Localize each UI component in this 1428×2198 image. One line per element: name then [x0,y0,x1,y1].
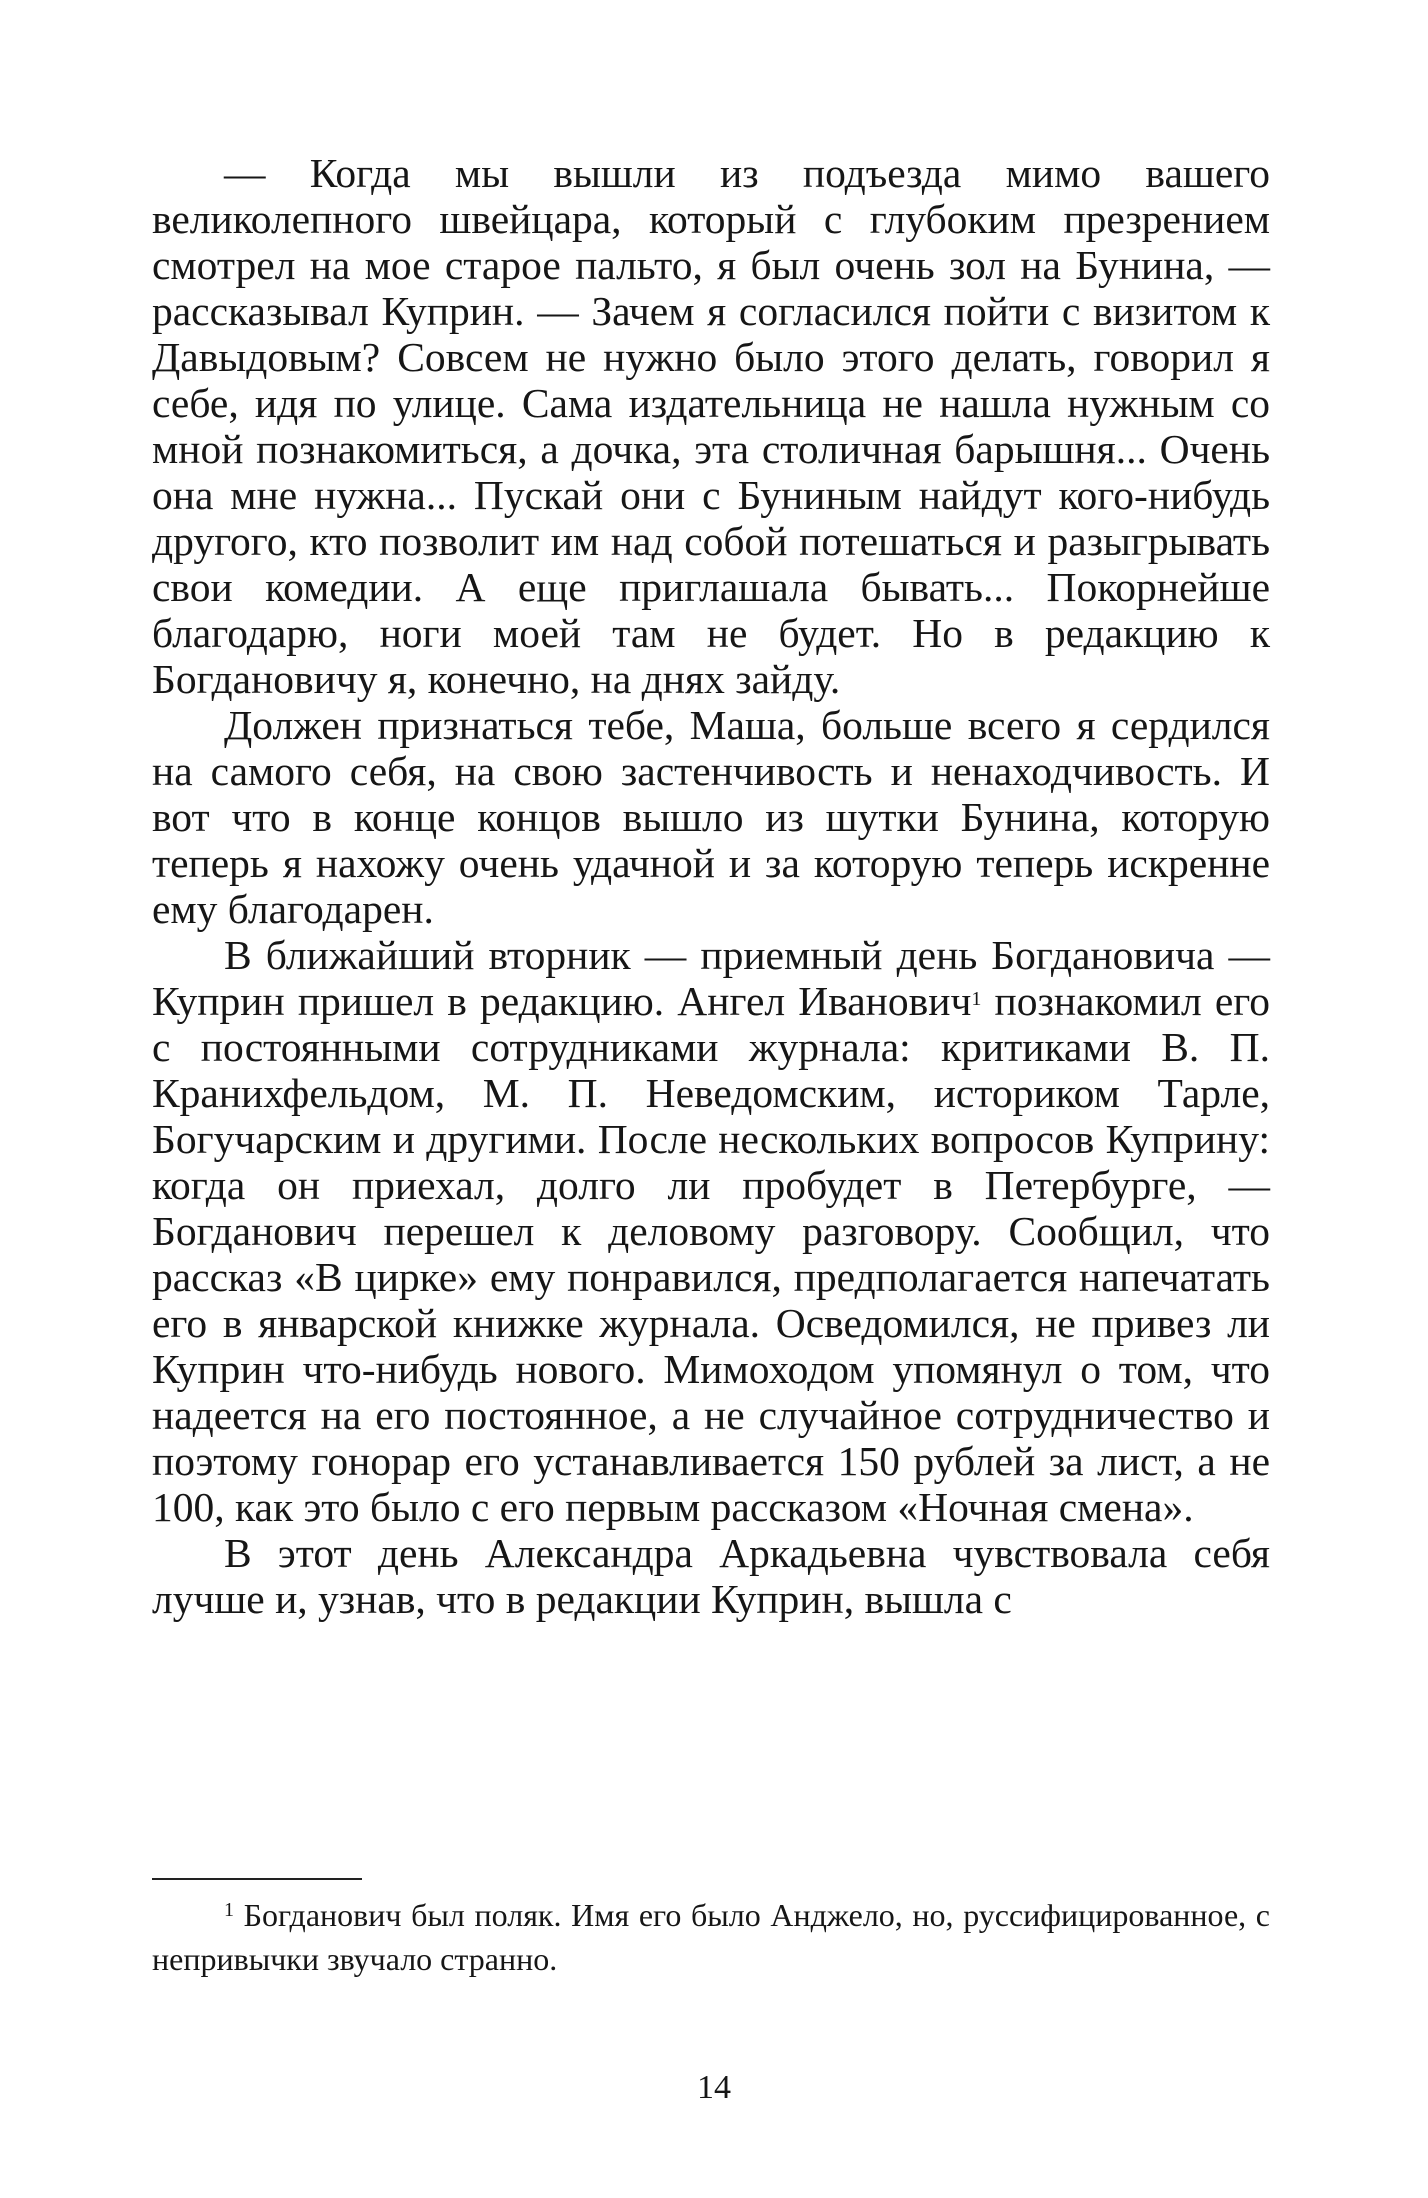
footnote-number: 1 [224,1899,234,1921]
footnote-text: Богданович был поляк. Имя его было Анджело, но, руссифицированное, с непривычки звучало странно. [152,1897,1270,1977]
paragraph-confession: Должен признаться тебе, Маша, больше всего я сердился на самого себя, на свою застенчивость и ненаходчивость. И вот что в конце концов вышло из шутки Бунина, которую теперь я нахожу очень удачной и за которую теперь искренне ему благодарен. [152,702,1270,932]
page-body [152,150,1270,1622]
paragraph-kuprin-monologue: — Когда мы вышли из подъезда мимо вашего великолепного швейцара, который с глубоким презрением смотрел на мое старое пальто, я был очень зол на Бунина, — рассказывал Куприн. — Зачем я согласился пойти с визитом к Давыдовым? Совсем не нужно было этого делать, говорил я себе, идя по улице. Сама издательница не нашла нужным со мной познакомиться, а дочка, эта столичная барышня... Очень она мне нужна... Пускай они с Буниным найдут кого-нибудь другого, кто позволит им над собой потешаться и разыгрывать свои комедии. А еще приглашала бывать... Покорнейше благодарю, ноги моей там не будет. Но в редакцию к Богдановичу я, конечно, на днях зайду. [152,150,1270,702]
paragraph-editorial-visit-rest: познакомил его с постоянными сотрудниками журнала: критиками В. П. Кранихфельдом, М. П. Неведомским, историком Тарле, Богучарским и другими. После нескольких вопросов Куприну: когда он приехал, долго ли пробудет в Петербурге, — Богданович перешел к деловому разговору. Сообщил, что рассказ «В цирке» ему понравился, предполагается напечатать его в январской книжке журнала. Осведомился, не привез ли Куприн что-нибудь нового. Мимоходом упомянул о том, что надеется на его постоянное, а не случайное сотрудничество и поэтому гонорар его устанавливается 150 рублей за лист, а не 100, как это было с его первым рассказом «Ночная смена». [152,978,1270,1530]
footnote [152,1893,1270,1981]
footnote-reference: 1 [971,988,982,1010]
page-number: 14 [697,2069,731,2106]
paragraph-alexandra: В этот день Александра Аркадьевна чувствовала себя лучше и, узнав, что в редакции Куприн, вышла с [152,1530,1270,1622]
paragraph-editorial-visit [152,932,1270,1530]
footnote-divider [152,1878,362,1880]
paragraph-editorial-visit-start: В ближайший вторник — приемный день Богдановича — Куприн пришел в редакцию. Ангел Иванович [152,932,1270,1024]
